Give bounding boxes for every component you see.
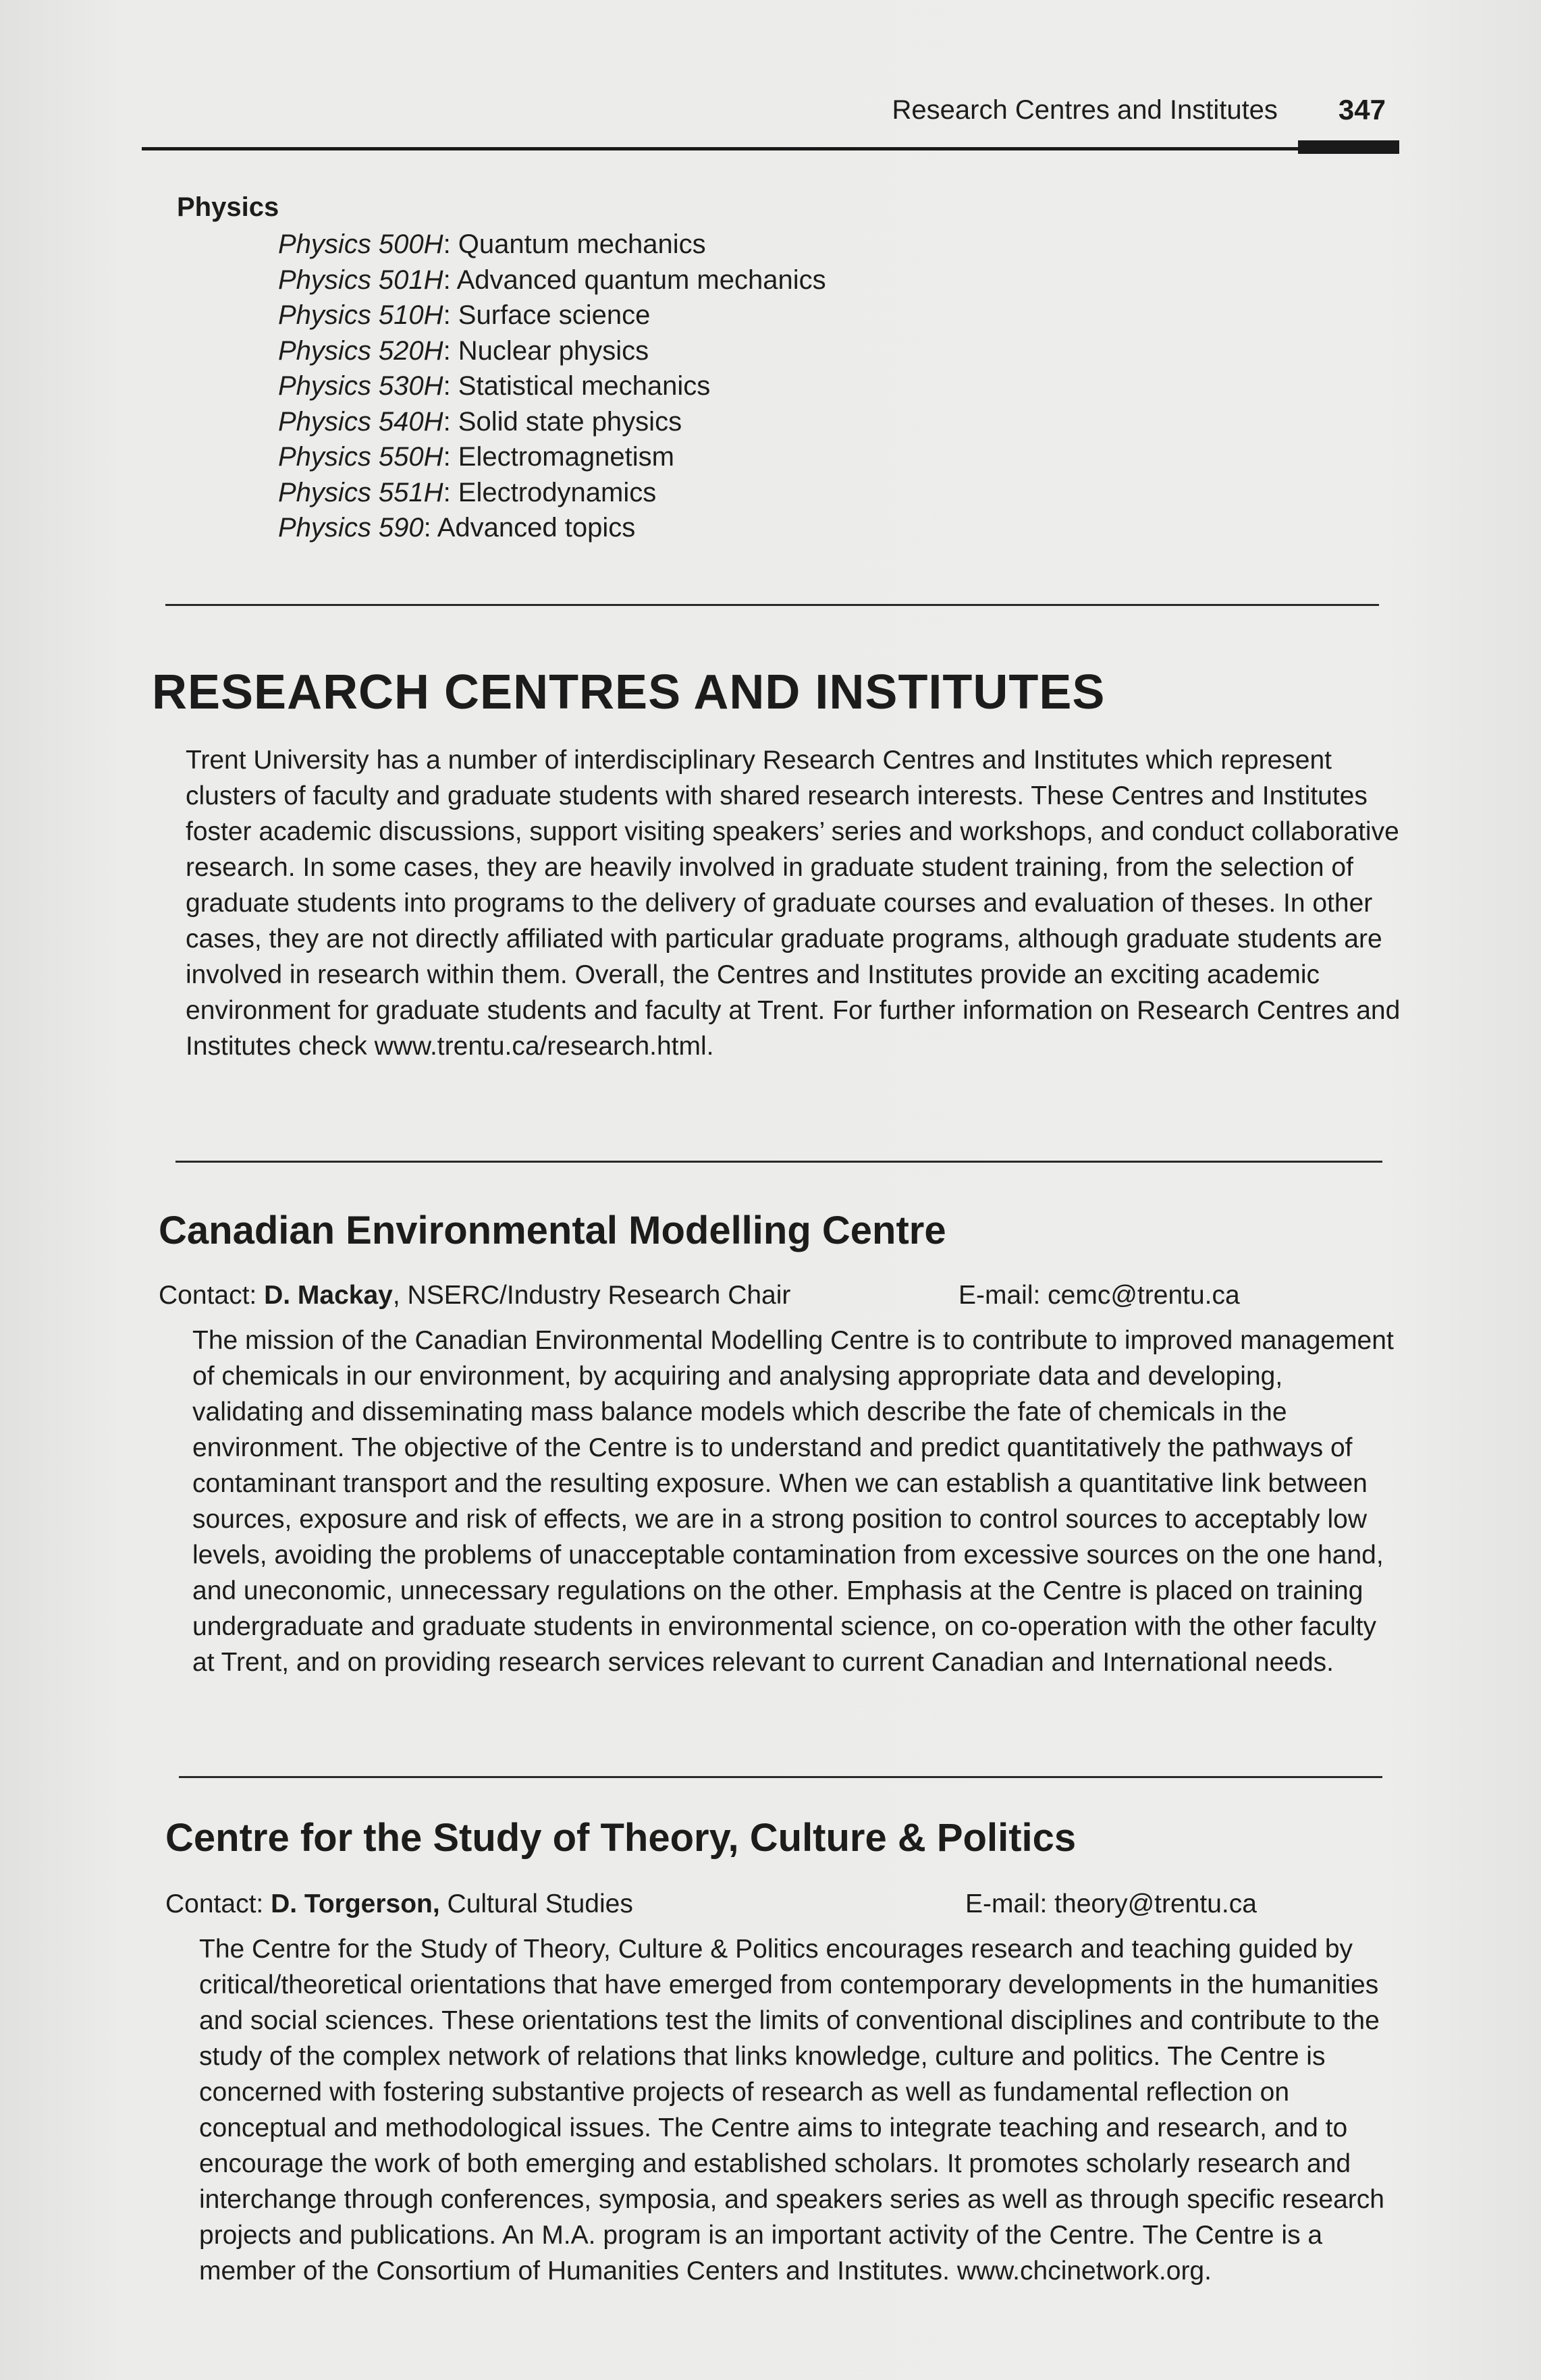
section-body: The mission of the Canadian Environmental Modelling Centre is to contribute to improved management of chemicals in our environment, by acquiring and analysing appropriate data and developing, validating and disseminating mass balance models which describe the fate of chemicals in the environment. The objective of the Centre is to understand and predict quantitatively the pathways of contaminant transport and the resulting exposure. When we can establish a quantitative link between sources, exposure and risk of effects, we are in a strong position to control sources to acceptably low levels, avoiding the problems of unacceptable contamination from excessive sources on the one hand, and uneconomic, unnecessary regulations on the other. Emphasis at the Centre is placed on training undergraduate and graduate students in environmental science, on co-operation with the other faculty at Trent, and on providing research services relevant to current Canadian and International needs. <box>192 1326 1394 1677</box>
intro-paragraph: Trent University has a number of interdisciplinary Research Centres and Institutes which represent clusters of faculty and graduate students with shared research interests. These Centres and Institutes foster academic discussions, support visiting speakers’ series and workshops, and conduct collaborative research. In some cases, they are heavily involved in graduate student training, from the selection of graduate students into programs to the delivery of graduate courses and evaluation of theses. In other cases, they are not directly affiliated with particular graduate programs, although graduate students are involved in research within them. Overall, the Centres and Institutes provide an exciting academic environment for graduate students and faculty at Trent. For further information on Research Centres and Institutes check www.trentu.ca/research.html. <box>186 746 1401 1061</box>
physics-course-list <box>177 227 826 546</box>
header-rule <box>142 147 1399 150</box>
course-item: Physics 590: Advanced topics <box>278 513 636 543</box>
course-title: Advanced topics <box>437 513 636 543</box>
section-divider <box>165 604 1379 606</box>
section-divider <box>175 1161 1382 1163</box>
course-item: Physics 551H: Electrodynamics <box>278 477 657 507</box>
course-code: Physics 510H <box>278 300 443 330</box>
course-code: Physics 551H <box>278 477 443 507</box>
running-header <box>162 86 1386 134</box>
course-item: Physics 510H: Surface science <box>278 300 651 330</box>
contact-label: Contact: <box>165 1889 271 1918</box>
course-item: Physics 500H: Quantum mechanics <box>278 229 706 259</box>
course-title: Electrodynamics <box>458 477 657 507</box>
physics-course-block <box>177 192 826 546</box>
contact-name: D. Torgerson, <box>271 1889 440 1918</box>
course-code: Physics 590 <box>278 513 424 543</box>
page-number: 347 <box>1338 94 1386 126</box>
course-code: Physics 520H <box>278 335 443 366</box>
course-title: Nuclear physics <box>458 335 649 366</box>
contact-line <box>159 1281 1240 1310</box>
page-title: RESEARCH CENTRES AND INSTITUTES <box>152 665 1106 719</box>
contact-email: E-mail: cemc@trentu.ca <box>958 1281 1240 1310</box>
running-title: Research Centres and Institutes <box>892 94 1278 125</box>
course-code: Physics 501H <box>278 265 443 295</box>
course-item: Physics 501H: Advanced quantum mechanics <box>278 265 826 295</box>
course-item: Physics 530H: Statistical mechanics <box>278 371 711 401</box>
course-code: Physics 550H <box>278 442 443 472</box>
contact-role: , NSERC/Industry Research Chair <box>392 1281 791 1310</box>
course-item: Physics 550H: Electromagnetism <box>278 442 674 472</box>
contact-line <box>165 1889 1257 1919</box>
contact-role: Cultural Studies <box>439 1889 633 1918</box>
physics-heading: Physics <box>177 192 279 222</box>
section-divider <box>179 1776 1382 1778</box>
section-body: The Centre for the Study of Theory, Culture & Politics encourages research and teaching guided by critical/theoretical orientations that have emerged from contemporary developments in the humanities and social sciences. These orientations test the limits of conventional disciplines and contribute to the study of the complex network of relations that links knowledge, culture and politics. The Centre is concerned with fostering substantive projects of research as well as fundamental reflection on conceptual and methodological issues. The Centre aims to integrate teaching and research, and to encourage the work of both emerging and established scholars. It promotes scholarly research and interchange through conferences, symposia, and speakers series as well as through specific research projects and publications. An M.A. program is an important activity of the Centre. The Centre is a member of the Consortium of Humanities Centers and Institutes. www.chcinetwork.org. <box>199 1935 1384 2286</box>
contact-info <box>159 1281 958 1310</box>
course-title: Solid state physics <box>458 406 682 437</box>
contact-label: Contact: <box>159 1281 265 1310</box>
contact-info <box>165 1889 965 1919</box>
course-item: Physics 540H: Solid state physics <box>278 406 682 437</box>
course-title: Advanced quantum mechanics <box>456 265 826 295</box>
course-title: Electromagnetism <box>458 442 674 472</box>
course-code: Physics 500H <box>278 229 443 259</box>
course-item: Physics 520H: Nuclear physics <box>278 335 649 366</box>
course-title: Statistical mechanics <box>458 371 711 401</box>
contact-email: E-mail: theory@trentu.ca <box>965 1889 1257 1918</box>
section-title: Centre for the Study of Theory, Culture & Politics <box>165 1816 1077 1860</box>
course-title: Surface science <box>458 300 651 330</box>
course-code: Physics 540H <box>278 406 443 437</box>
course-code: Physics 530H <box>278 371 443 401</box>
section-title: Canadian Environmental Modelling Centre <box>159 1209 946 1252</box>
contact-name: D. Mackay <box>264 1281 393 1310</box>
course-title: Quantum mechanics <box>458 229 706 259</box>
